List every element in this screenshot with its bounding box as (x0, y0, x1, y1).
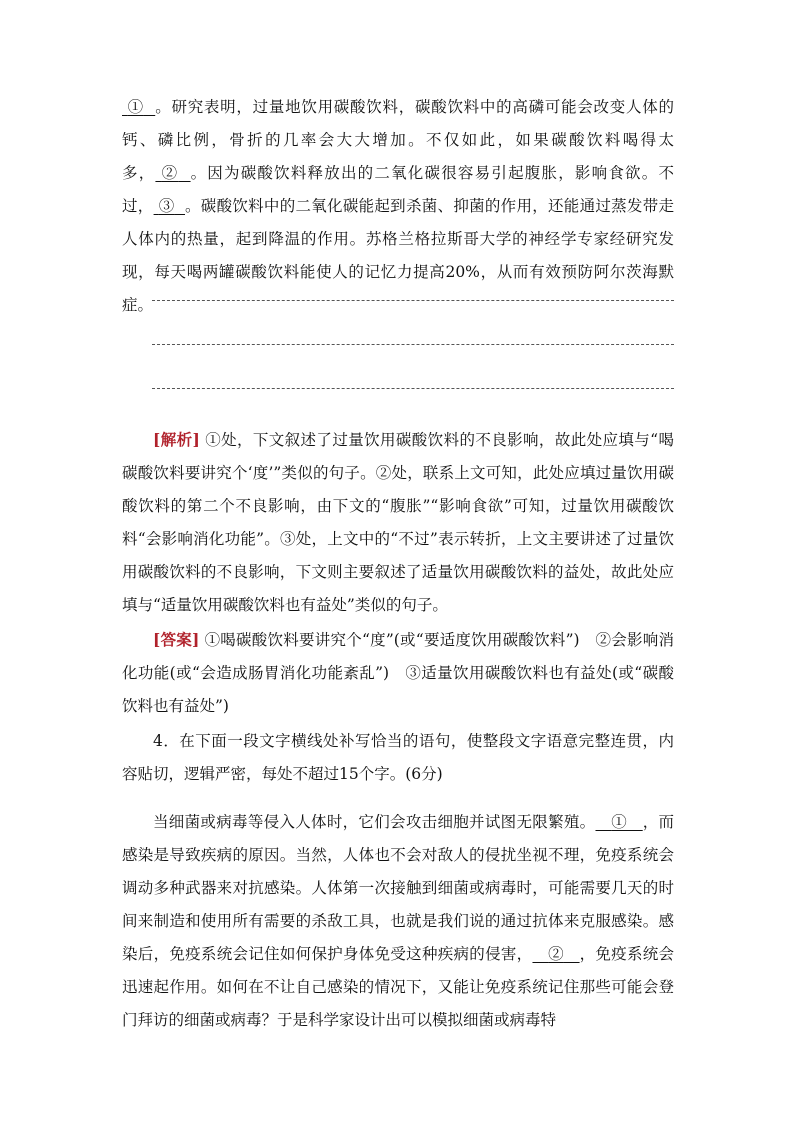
question-4-stem: 4．在下面一段文字横线处补写恰当的语句，使整段文字语意完整连贯，内容贴切，逻辑严密，每处不超过15个字。(6分) (122, 732, 674, 783)
answer-line (152, 388, 674, 389)
answer-tag: [答案] (153, 630, 200, 649)
analysis-text: ①处，下文叙述了过量饮用碳酸饮料的不良影响，故此处应填与“喝碳酸饮料要讲究个‘度’”类似的句子。②处，联系上文可知，此处应填过量饮用碳酸饮料的第二个不良影响，由下文的“腹胀”“影响食欲”可知，过量饮用碳酸饮料“会影响消化功能”。③处，上文中的“不过”表示转折，上文主要讲述了过量饮用碳酸饮料的不良影响，下文则主要叙述了适量饮用碳酸饮料的益处，故此处应填与“适量饮用碳酸饮料也有益处”类似的句子。 (122, 431, 674, 614)
passage-paragraph: ① 。研究表明，过量地饮用碳酸饮料，碳酸饮料中的高磷可能会改变人体的钙、磷比例，骨折的几率会大大增加。不仅如此，如果碳酸饮料喝得太多， ② 。因为碳酸饮料释放出的二氧化碳很容易引起腹胀，影响食欲。不过， ③ 。碳酸饮料中的二氧化碳能起到杀菌、抑菌的作用，还能通过蒸发带走人体内的热量，起到降温的作用。苏格兰格拉斯哥大学的神经学专家经研究发现，每天喝两罐碳酸饮料能使人的记忆力提高20%，从而有效预防阿尔茨海默症。 (122, 98, 674, 314)
analysis-tag: [解析] (153, 430, 200, 449)
blank-1: ① (127, 98, 144, 116)
answer-line (152, 300, 674, 301)
answer-paragraph (122, 623, 674, 723)
blank-2: ② (161, 164, 179, 182)
analysis-paragraph (122, 423, 674, 622)
answer-text: ①喝碳酸饮料要讲究个“度”(或“要适度饮用碳酸饮料”) ②会影响消化功能(或“会造成肠胃消化功能紊乱”) ③适量饮用碳酸饮料也有益处(或“碳酸饮料也有益处”) (122, 631, 674, 715)
blank-3: ③ (158, 197, 175, 215)
answer-line (152, 344, 674, 345)
question-4-passage: 当细菌或病毒等侵入人体时，它们会攻击细胞并试图无限繁殖。 ① ，而感染是导致疾病的原因。当然，人体也不会对敌人的侵扰坐视不理，免疫系统会调动多种武器来对抗感染。人体第一次接触到细菌或病毒时，可能需要几天的时间来制造和使用所有需要的杀敌工具，也就是我们说的通过抗体来克服感染。感染后，免疫系统会记住如何保护身体免受这种疾病的侵害， ② ，免疫系统会迅速起作用。如何在不让自己感染的情况下，又能让免疫系统记住那些可能会登门拜访的细菌或病毒？于是科学家设计出可以模拟细菌或病毒特 (122, 813, 675, 1029)
q4-blank-1: ① (611, 813, 627, 831)
answer-lines (152, 300, 674, 432)
q4-blank-2: ② (548, 945, 564, 963)
